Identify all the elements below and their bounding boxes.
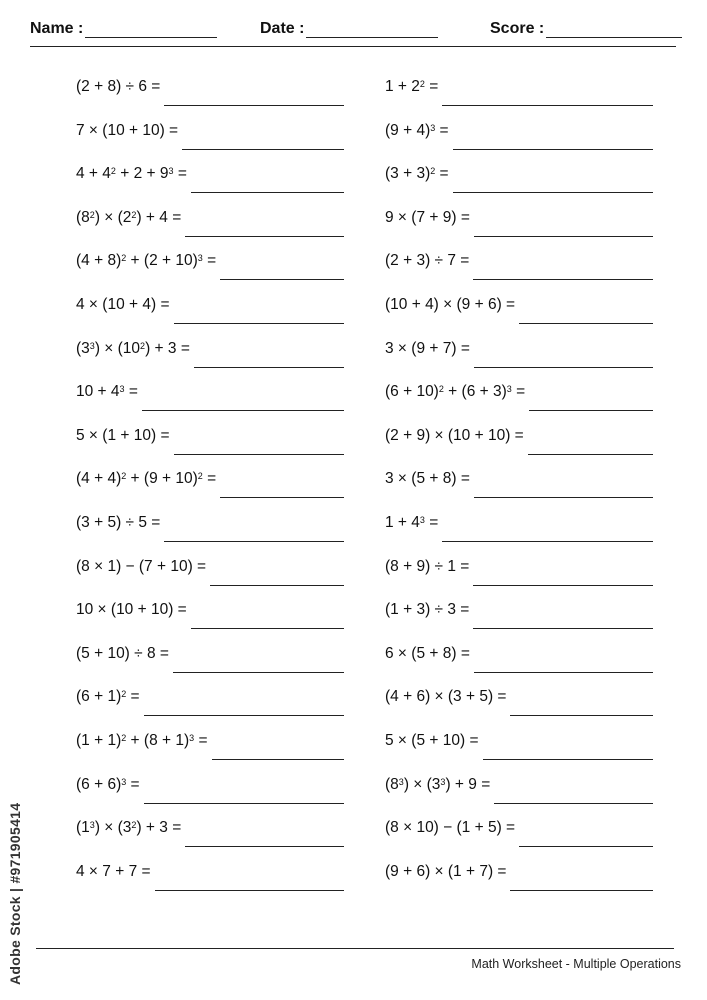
problem-row: [385, 77, 653, 121]
problem-expression: (8 × 1) − (7 + 10) =: [76, 557, 207, 575]
answer-blank[interactable]: [442, 77, 653, 106]
problem-row: [76, 77, 344, 121]
problem-expression: 5 × (5 + 10) =: [385, 731, 479, 749]
answer-blank[interactable]: [474, 644, 653, 673]
score-field[interactable]: [490, 20, 682, 38]
name-field[interactable]: [30, 20, 217, 38]
problem-expression: (8 + 9) ÷ 1 =: [385, 557, 470, 575]
problem-row: [76, 644, 344, 688]
answer-blank[interactable]: [442, 513, 653, 542]
problem-expression: $(3^3) \times (10^2) + 3$ =: [76, 339, 190, 357]
problem-expression: $(4 + 8)^2 + (2 + 10)^3$ =: [76, 252, 217, 270]
answer-blank[interactable]: [510, 687, 653, 716]
problem-expression: (1 + 3) ÷ 3 =: [385, 601, 470, 619]
date-label: Date :: [260, 20, 305, 37]
problem-expression: $(4 + 4)^2 + (9 + 10)^2$ =: [76, 470, 217, 488]
problem-expression: 4 × (10 + 4) =: [76, 295, 170, 313]
problem-row: [76, 164, 344, 208]
problem-expression: $1 + 4^3$ =: [385, 513, 439, 531]
answer-blank[interactable]: [453, 164, 653, 193]
answer-blank[interactable]: [528, 426, 653, 455]
date-blank-line[interactable]: [306, 23, 438, 38]
answer-blank[interactable]: [494, 775, 653, 804]
stock-watermark-id: Adobe Stock | #971905414: [7, 802, 23, 985]
footer-divider: [36, 948, 674, 949]
problem-expression: 3 × (5 + 8) =: [385, 470, 470, 488]
answer-blank[interactable]: [220, 469, 344, 498]
problem-expression: (8 × 10) − (1 + 5) =: [385, 819, 516, 837]
answer-blank[interactable]: [191, 600, 344, 629]
problem-row: [385, 775, 653, 819]
answer-blank[interactable]: [142, 382, 344, 411]
problem-expression: (9 + 6) × (1 + 7) =: [385, 862, 507, 880]
answer-blank[interactable]: [473, 600, 653, 629]
problem-row: [76, 600, 344, 644]
problem-row: [385, 862, 653, 906]
score-blank-line[interactable]: [546, 23, 682, 38]
problem-expression: 5 × (1 + 10) =: [76, 426, 170, 444]
answer-blank[interactable]: [474, 469, 653, 498]
problem-expression: 3 × (9 + 7) =: [385, 339, 470, 357]
problem-row: [385, 818, 653, 862]
name-blank-line[interactable]: [85, 23, 217, 38]
problem-row: [385, 382, 653, 426]
problem-row: [76, 557, 344, 601]
problem-expression: (10 + 4) × (9 + 6) =: [385, 295, 516, 313]
problem-expression: 9 × (7 + 9) =: [385, 208, 470, 226]
problem-expression: (2 + 3) ÷ 7 =: [385, 252, 470, 270]
problem-row: [76, 687, 344, 731]
answer-blank[interactable]: [164, 513, 344, 542]
right-problem-column: [385, 77, 653, 905]
problem-row: [76, 121, 344, 165]
problem-row: [76, 862, 344, 906]
answer-blank[interactable]: [182, 121, 344, 150]
problem-row: [76, 426, 344, 470]
problem-expression: 7 × (10 + 10) =: [76, 121, 179, 139]
problem-row: [385, 687, 653, 731]
answer-blank[interactable]: [191, 164, 344, 193]
problem-row: [385, 426, 653, 470]
answer-blank[interactable]: [212, 731, 344, 760]
problem-expression: $4 + 4^2 + 2 + 9^3$ =: [76, 165, 187, 183]
problem-row: [76, 251, 344, 295]
answer-blank[interactable]: [474, 208, 653, 237]
problem-row: [385, 339, 653, 383]
answer-blank[interactable]: [144, 687, 344, 716]
problem-expression: 6 × (5 + 8) =: [385, 644, 470, 662]
problem-row: [385, 164, 653, 208]
answer-blank[interactable]: [185, 208, 344, 237]
problem-expression: $10 + 4^3$ =: [76, 383, 138, 401]
answer-blank[interactable]: [210, 557, 344, 586]
problem-row: [76, 731, 344, 775]
problem-row: [76, 208, 344, 252]
answer-blank[interactable]: [483, 731, 654, 760]
problem-expression: $1 + 2^2$ =: [385, 78, 439, 95]
problem-row: [385, 121, 653, 165]
answer-blank[interactable]: [510, 862, 653, 891]
problem-row: [76, 339, 344, 383]
problem-expression: $(3 + 3)^2$ =: [385, 165, 449, 183]
problem-expression: $(9 + 4)^3$ =: [385, 121, 449, 139]
problem-row: [76, 295, 344, 339]
problem-row: [385, 513, 653, 557]
problem-row: [385, 644, 653, 688]
problem-expression: 4 × 7 + 7 =: [76, 862, 151, 880]
problem-expression: $(8^3) \times (3^3) + 9$ =: [385, 775, 491, 793]
problem-row: [385, 208, 653, 252]
worksheet-header: [30, 20, 676, 47]
problem-expression: $(6 + 10)^2 + (6 + 3)^3$ =: [385, 383, 526, 401]
problem-row: [385, 600, 653, 644]
left-problem-column: [76, 77, 344, 905]
problem-row: [76, 818, 344, 862]
problem-row: [76, 513, 344, 557]
problem-row: [385, 469, 653, 513]
problem-expression: (4 + 6) × (3 + 5) =: [385, 688, 507, 706]
problem-row: [76, 382, 344, 426]
problem-row: [385, 557, 653, 601]
answer-blank[interactable]: [164, 77, 344, 106]
answer-blank[interactable]: [473, 251, 653, 280]
problem-expression: $(6 + 1)^2$ =: [76, 688, 140, 706]
problem-row: [385, 251, 653, 295]
problem-expression: $(8^2) \times (2^2) + 4$ =: [76, 208, 182, 226]
problem-expression: (2 + 8) ÷ 6 =: [76, 78, 161, 95]
problem-expression: $(1 + 1)^2 + (8 + 1)^3$ =: [76, 731, 208, 749]
name-label: Name :: [30, 20, 84, 37]
problem-expression: $(1^3) \times (3^2) + 3$ =: [76, 819, 182, 837]
answer-blank[interactable]: [473, 557, 653, 586]
problem-expression: $(6 + 6)^3$ =: [76, 775, 140, 793]
answer-blank[interactable]: [529, 382, 653, 411]
problem-row: [76, 775, 344, 819]
answer-blank[interactable]: [474, 339, 653, 368]
problem-row: [385, 731, 653, 775]
problem-expression: (5 + 10) ÷ 8 =: [76, 644, 169, 662]
worksheet-title: Math Worksheet - Multiple Operations: [471, 957, 681, 971]
problem-expression: (2 + 9) × (10 + 10) =: [385, 426, 524, 444]
answer-blank[interactable]: [173, 644, 344, 673]
answer-blank[interactable]: [519, 295, 653, 324]
answer-blank[interactable]: [185, 818, 344, 847]
answer-blank[interactable]: [174, 295, 345, 324]
problem-row: [385, 295, 653, 339]
problem-row: [76, 469, 344, 513]
answer-blank[interactable]: [174, 426, 345, 455]
answer-blank[interactable]: [144, 775, 344, 804]
date-field[interactable]: [260, 20, 438, 38]
answer-blank[interactable]: [519, 818, 653, 847]
problem-expression: 10 × (10 + 10) =: [76, 601, 187, 619]
answer-blank[interactable]: [155, 862, 344, 891]
answer-blank[interactable]: [220, 251, 344, 280]
problem-expression: (3 + 5) ÷ 5 =: [76, 513, 161, 531]
score-label: Score :: [490, 20, 545, 37]
answer-blank[interactable]: [194, 339, 344, 368]
answer-blank[interactable]: [453, 121, 653, 150]
